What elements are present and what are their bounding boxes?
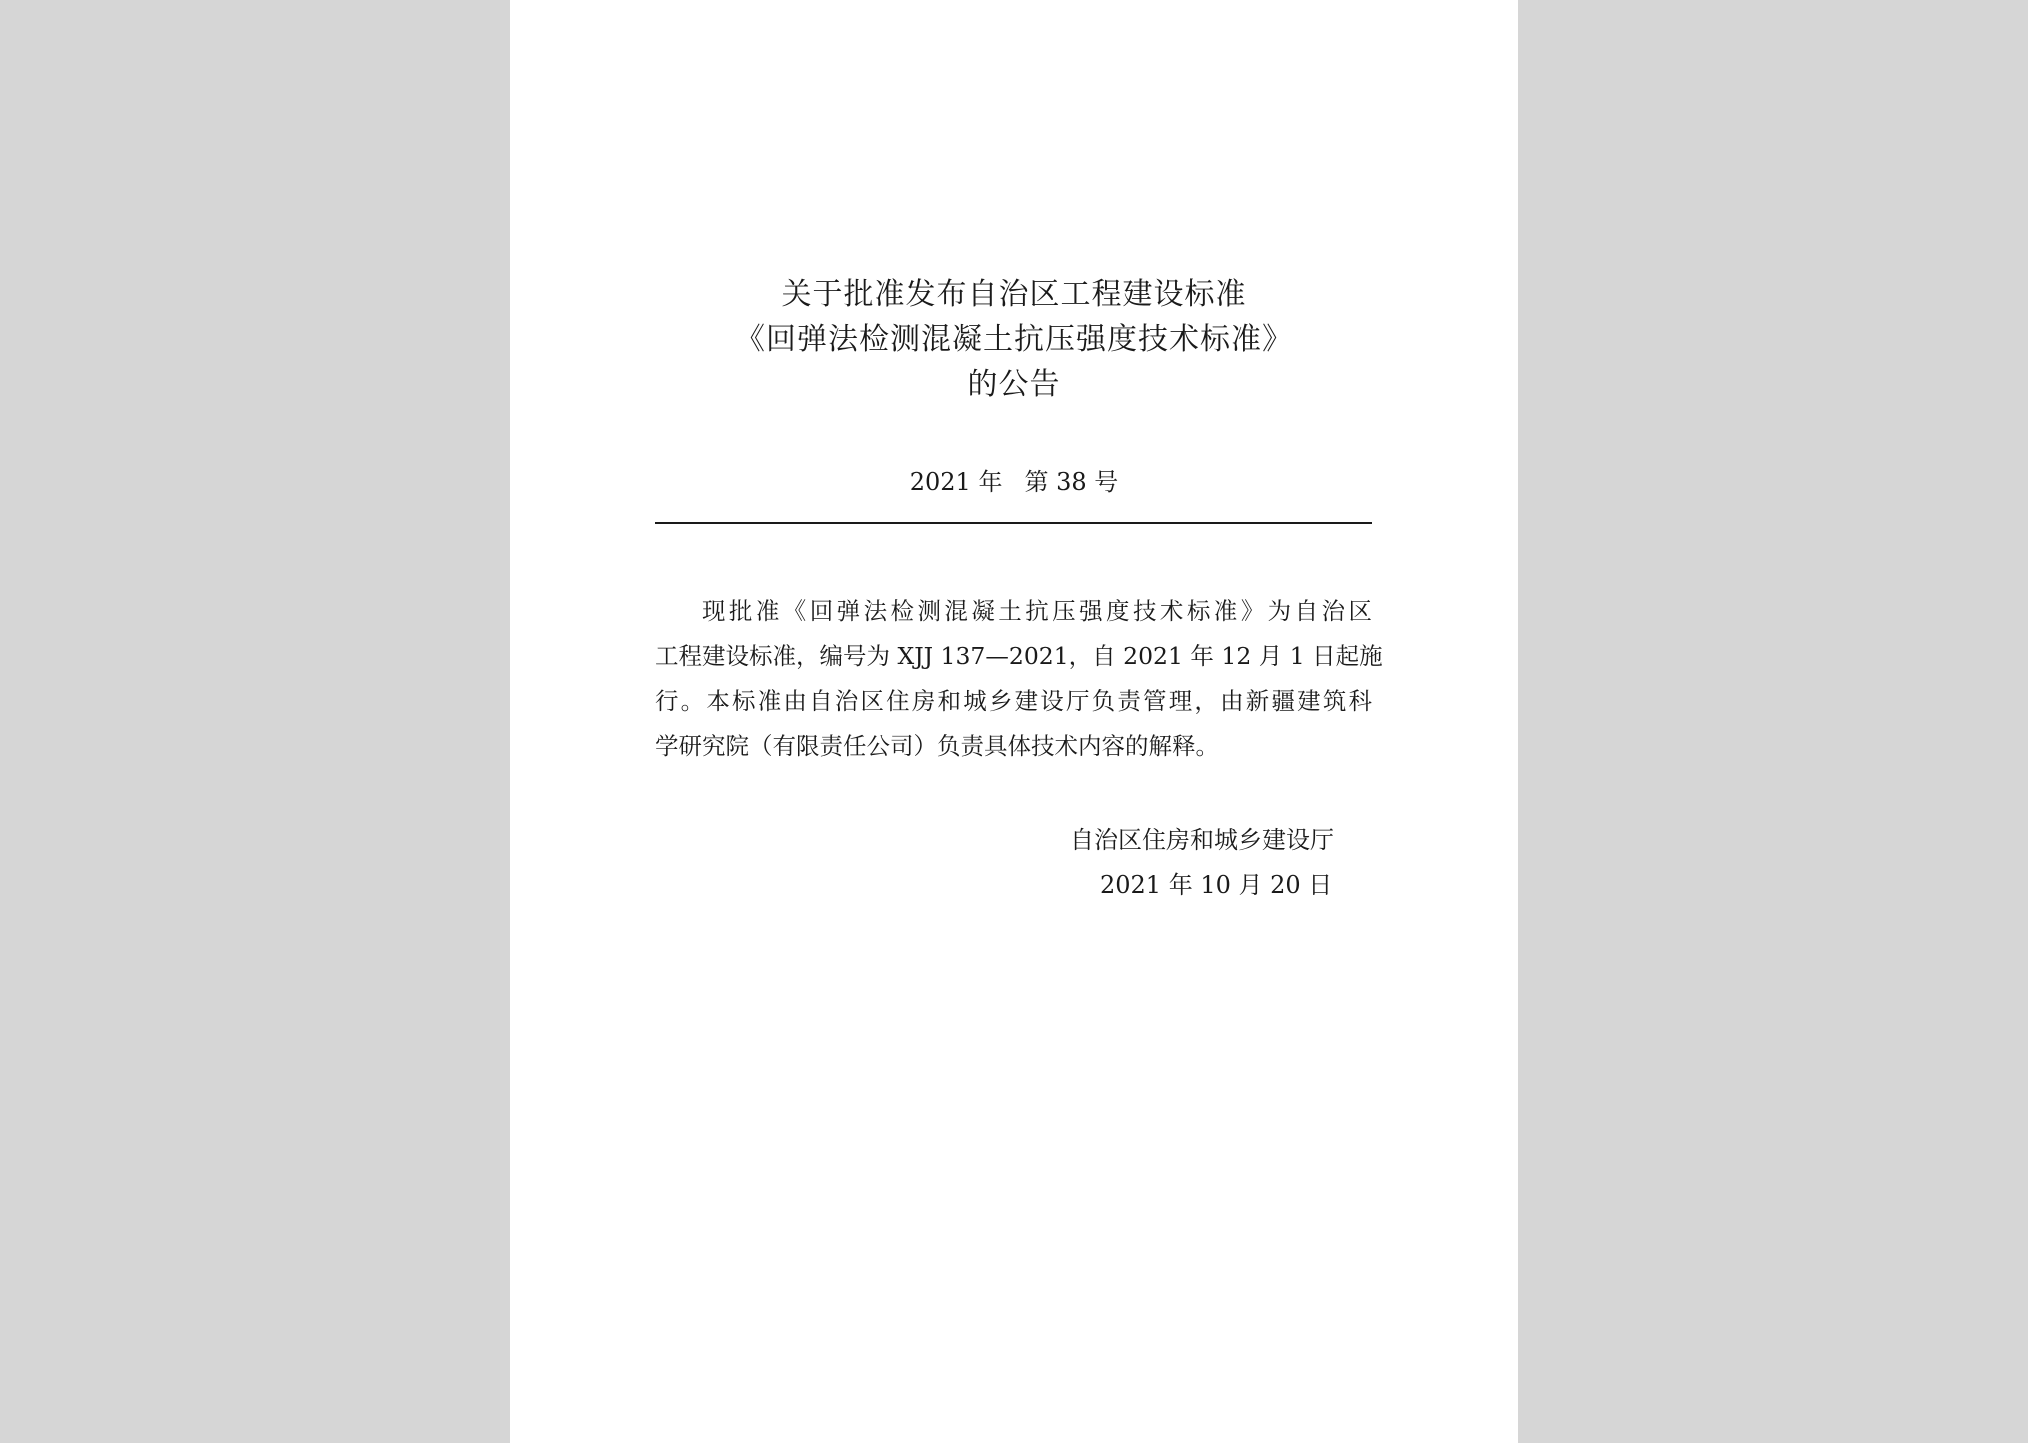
header-divider <box>655 522 1372 524</box>
document-page <box>510 0 1518 1443</box>
issuing-organization: 自治区住房和城乡建设厅 <box>1070 826 1334 854</box>
body-line-1: 现批准《回弹法检测混凝土抗压强度技术标准》为自治区 <box>702 597 1372 625</box>
body-line-2: 工程建设标准，编号为 XJJ 137—2021，自 2021 年 12 月 1 日起施 <box>655 642 1383 670</box>
title-line-2: 《回弹法检测混凝土抗压强度技术标准》 <box>735 322 1293 357</box>
issue-date: 2021 年 10 月 20 日 <box>1100 871 1333 899</box>
announcement-title <box>510 272 1518 407</box>
body-line-3: 行。本标准由自治区住房和城乡建设厅负责管理，由新疆建筑科 <box>655 687 1372 715</box>
issue-number <box>510 465 1518 499</box>
title-line-1: 关于批准发布自治区工程建设标准 <box>781 277 1247 312</box>
body-line-4: 学研究院（有限责任公司）负责具体技术内容的解释。 <box>655 732 1219 760</box>
announcement-body <box>655 589 1383 769</box>
issue-no: 第 38 号 <box>1024 468 1119 496</box>
issue-year: 2021 年 <box>909 468 1003 496</box>
title-line-3: 的公告 <box>967 367 1061 402</box>
